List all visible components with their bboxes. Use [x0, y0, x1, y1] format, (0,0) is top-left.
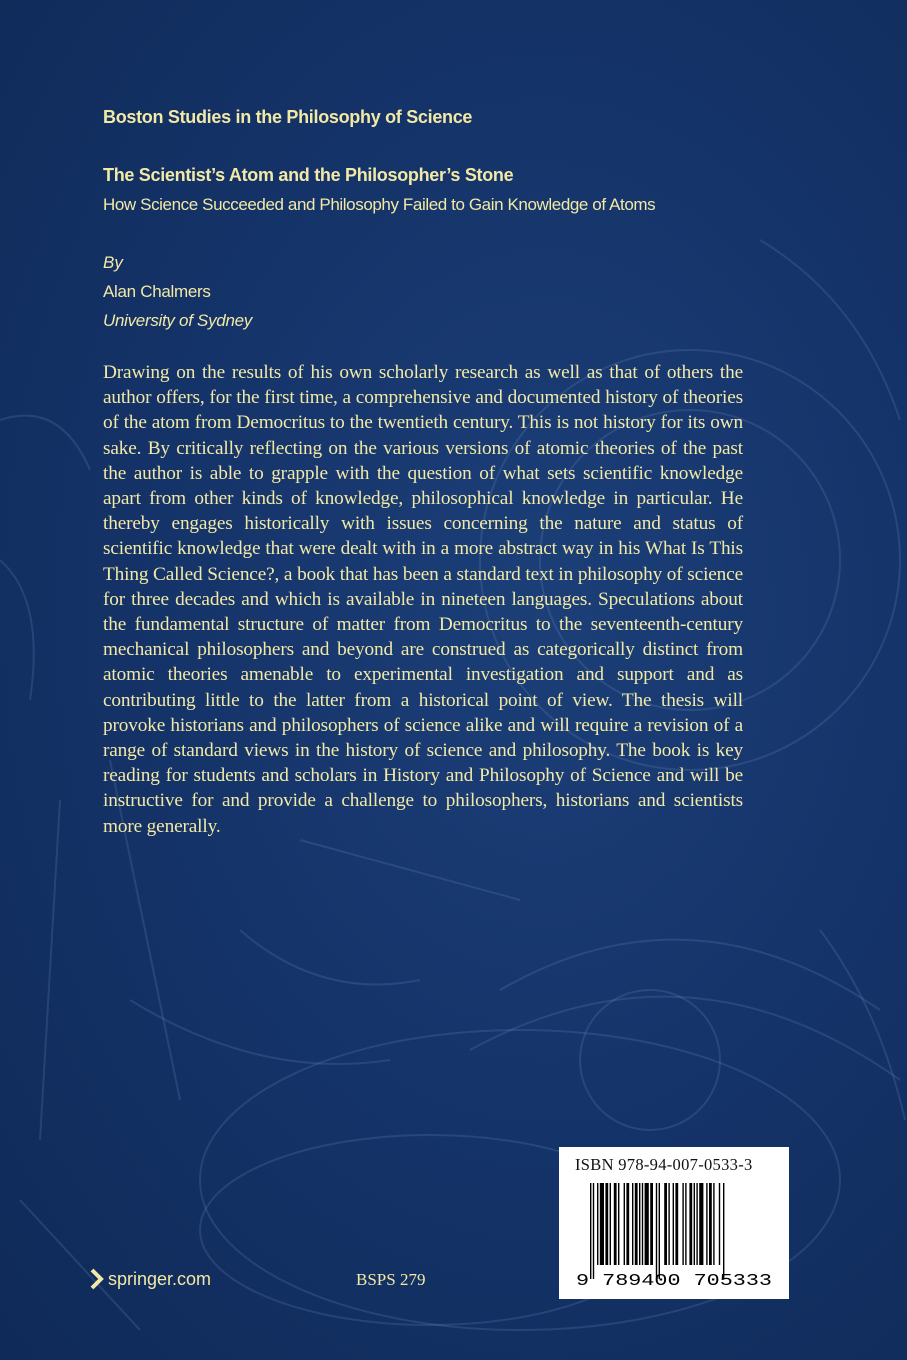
barcode-bar [713, 1183, 714, 1265]
barcode-bar [696, 1183, 697, 1265]
barcode-bar [635, 1183, 638, 1265]
barcode-bar [590, 1183, 591, 1279]
barcode-bar [656, 1183, 657, 1279]
barcode-bar [593, 1183, 594, 1279]
barcode-bar [614, 1183, 617, 1265]
barcode-bar [723, 1183, 724, 1279]
byline-by: By [103, 253, 123, 272]
barcode-bar [632, 1183, 633, 1265]
barcode-bar [719, 1183, 720, 1265]
series-code: BSPS 279 [356, 1270, 426, 1289]
book-title: The Scientist’s Atom and the Philosopher’s Stone [103, 165, 514, 185]
barcode-bar [600, 1183, 604, 1265]
barcode-bar [668, 1183, 669, 1265]
barcode-bar [650, 1183, 653, 1265]
author-name: Alan Chalmers [103, 282, 211, 301]
barcode-bar [664, 1183, 667, 1265]
barcode-bar [639, 1183, 640, 1265]
barcode-bar [645, 1183, 649, 1265]
barcode-icon [574, 1183, 774, 1289]
barcode-bar [709, 1183, 712, 1265]
springer-website[interactable]: springer.com [108, 1268, 212, 1289]
barcode-bar [618, 1183, 619, 1265]
barcode-bar [642, 1183, 643, 1265]
barcode-bar [659, 1183, 660, 1279]
barcode-digits: 9 789400 705333 [576, 1272, 772, 1289]
barcode-bar [699, 1183, 703, 1265]
isbn-barcode-panel [559, 1147, 789, 1299]
barcode-bar [685, 1183, 686, 1265]
series-title: Boston Studies in the Philosophy of Science [103, 107, 473, 127]
barcode-bar [610, 1183, 611, 1265]
barcode-bar [626, 1183, 629, 1265]
barcode-bar [673, 1183, 674, 1265]
barcode-bar [597, 1183, 598, 1265]
springer-link[interactable] [90, 1268, 211, 1290]
barcode-bar [624, 1183, 625, 1265]
barcode-bar [605, 1183, 608, 1265]
barcode-bar [682, 1183, 683, 1265]
book-subtitle: How Science Succeeded and Philosophy Failed to Gain Knowledge of Atoms [103, 195, 656, 214]
chevron-right-icon [90, 1268, 104, 1290]
barcode-bar [706, 1183, 707, 1265]
isbn-label: ISBN 978-94-007-0533-3 [575, 1155, 753, 1174]
author-affiliation: University of Sydney [103, 311, 252, 330]
barcode-bar [694, 1183, 695, 1265]
barcode-bar [675, 1183, 678, 1265]
book-description: Drawing on the results of his own scholarly research as well as that of others the author offers, for the first time, a comprehensive and documented history of theories of the atom from Democritus to the twentieth century. This is not history for its own sake. By critically reflecting on the various versions of atomic theories of the past the author is able to grapple with the question of what sets scientific knowledge apart from other kinds of knowledge, philosophical knowledge in particular. He thereby engages historically with issues concerning the nature and status of scientific knowledge that were dealt with in a more abstract way in his What Is This Thing Called Science?, a book that has been a standard text in philosophy of science for three decades and which is available in nineteen languages. Speculations about the fundamental structure of matter from Democritus to the seventeenth-century mechanical philosophers and beyond are construed as categorically distinct from atomic theories amenable to experimental investigation and support and as contributing little to the latter from a historical point of view. The thesis will provoke historians and philosophers of science alike and will require a revision of a range of standard views in the history of science and philosophy. The book is key reading for students and scholars in History and Philosophy of Science and will be instructive for and provide a challenge to philosophers, historians and scientists more generally. [103, 362, 743, 837]
barcode-bar [689, 1183, 692, 1265]
